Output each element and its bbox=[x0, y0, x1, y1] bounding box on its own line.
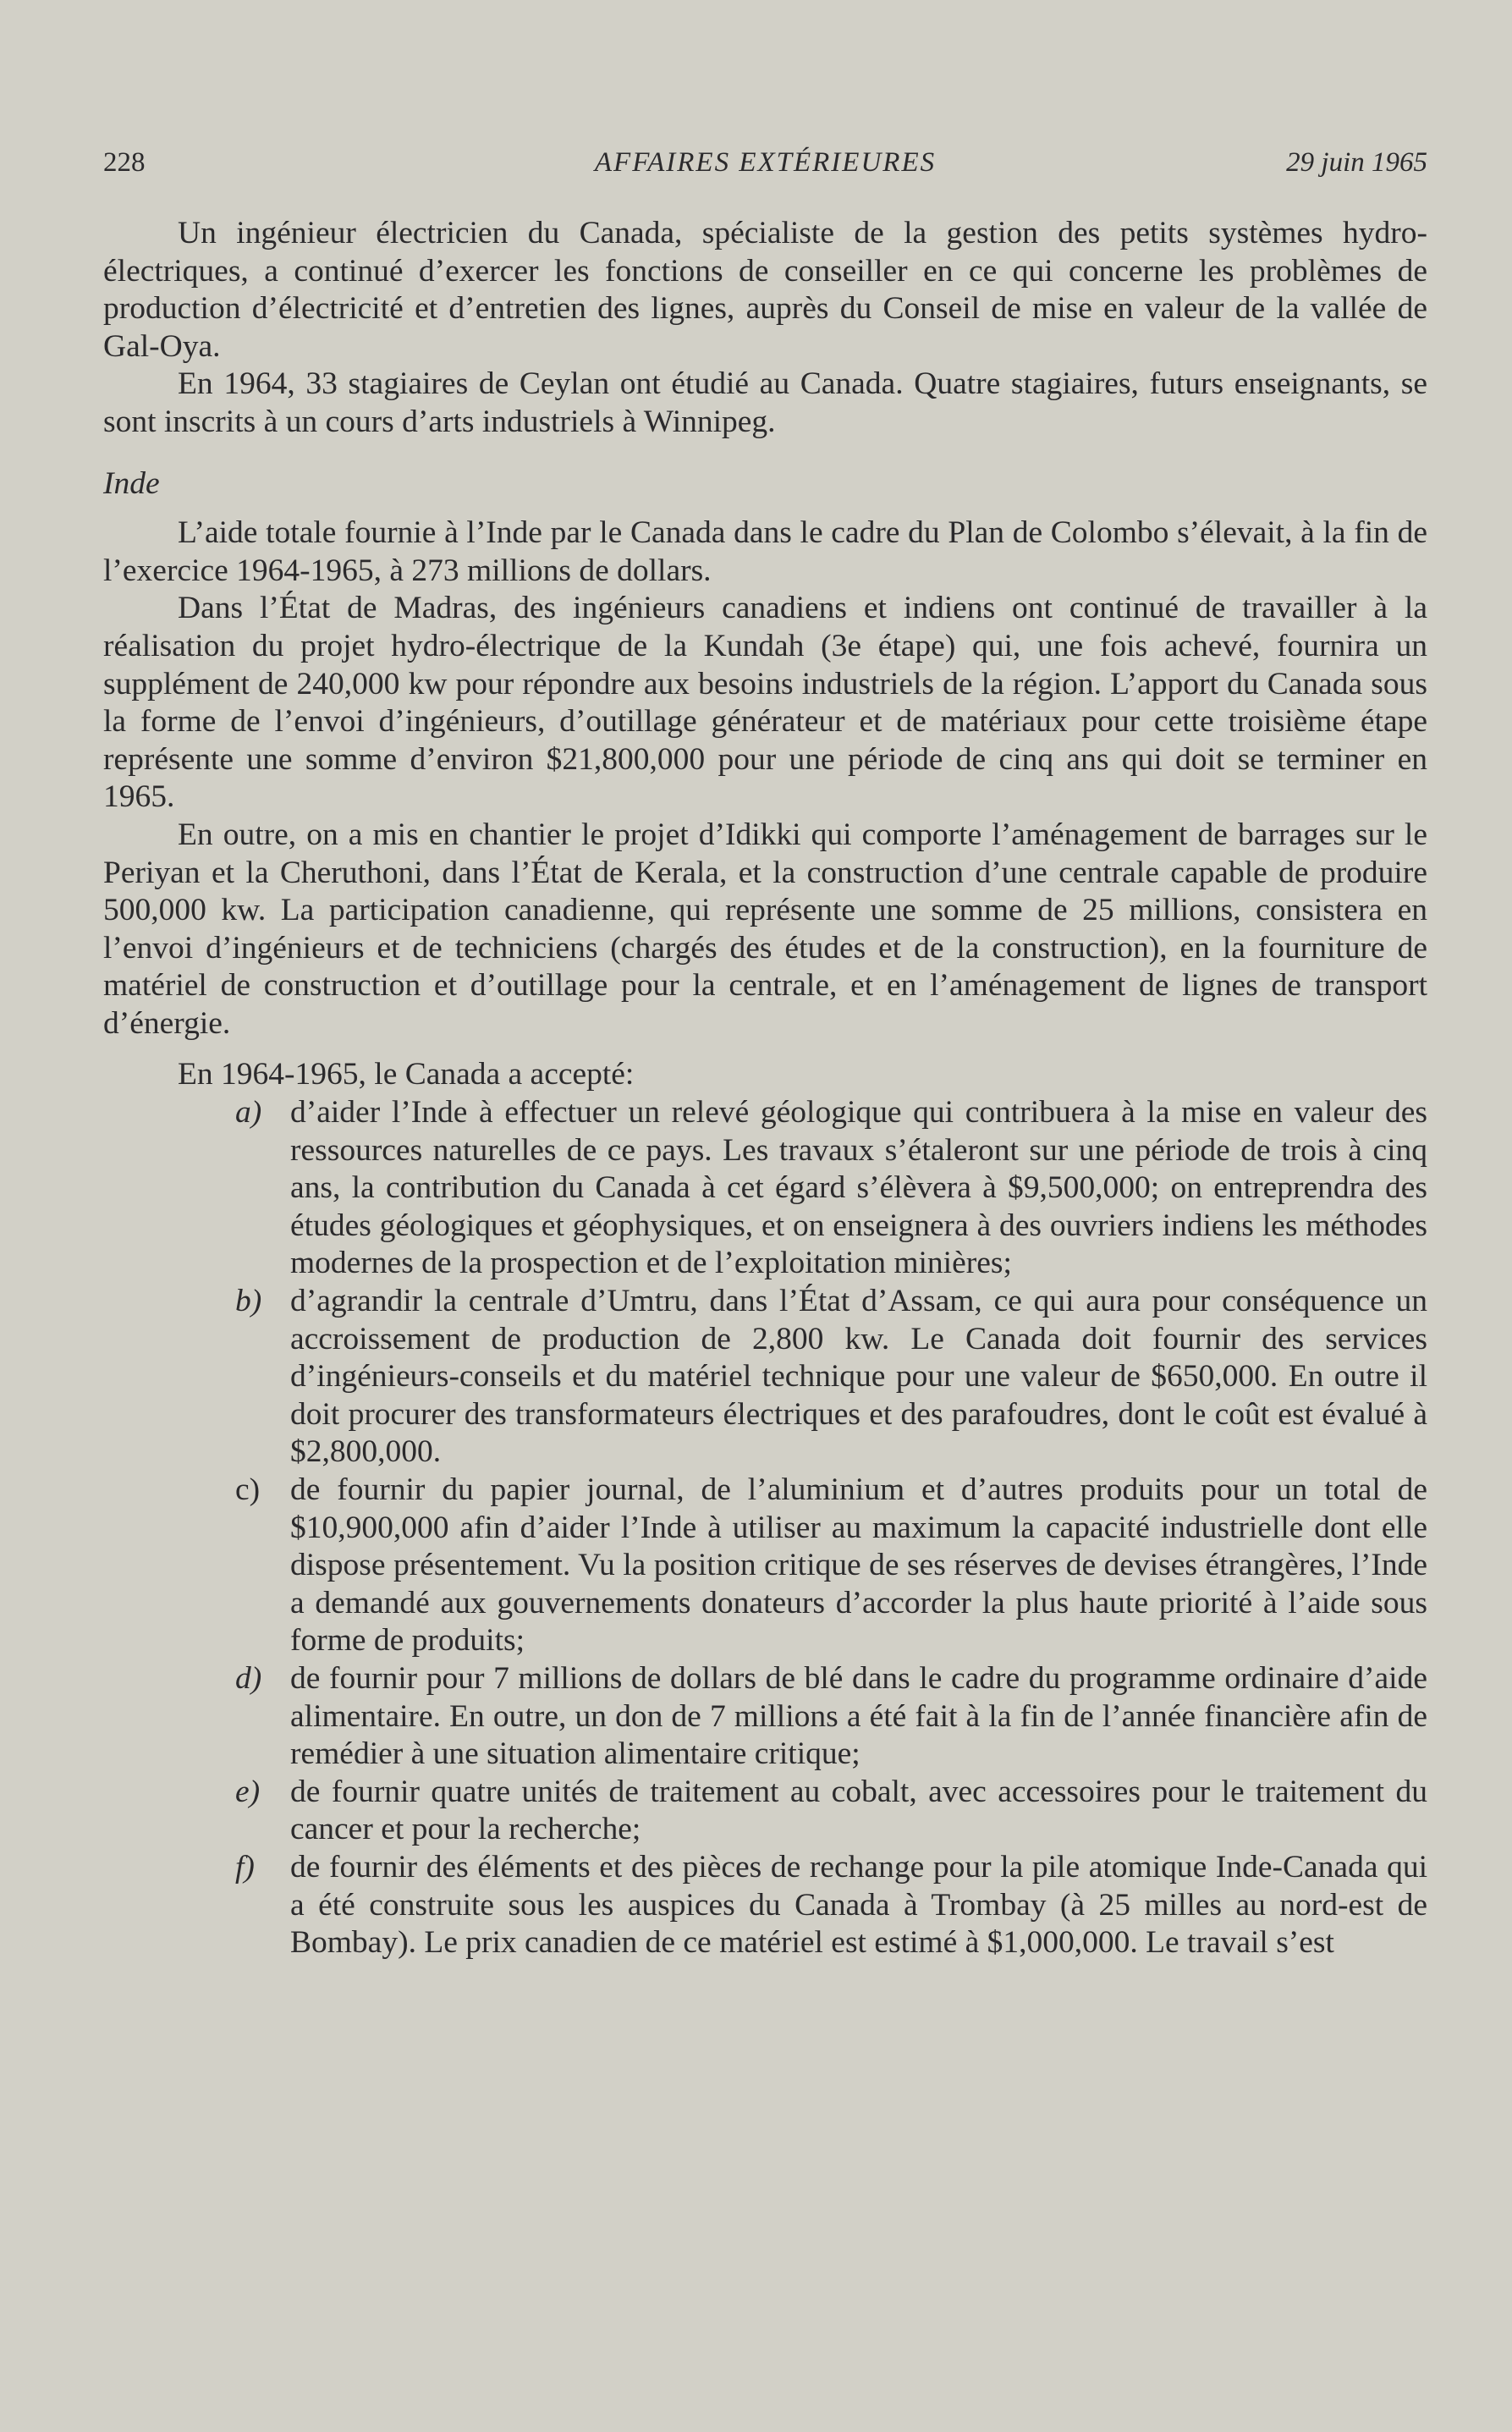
paragraph: Un ingénieur électricien du Canada, spécialiste de la gestion des petits systèmes hydro-électriques, a continué d’exercer les fonctions de conseiller en ce qui concerne les problèmes de production d’électricité et d’entretien des lignes, auprès du Conseil de mise en valeur de la vallée de Gal-Oya. bbox=[103, 216, 1427, 364]
list-item bbox=[103, 1774, 1427, 1849]
paragraph: En outre, on a mis en chantier le projet d’Idikki qui comporte l’aménagement de barrages sur le Periyan et la Cheruthoni, dans l’État de Kerala, et la construction d’une centrale capable de produire 500,000 kw. La participation canadienne, qui représente une somme de 25 millions, consistera en l’envoi d’ingénieurs et de techniciens (chargés des études et de la construction), en la fourniture de matériel de construction et d’outillage pour la centrale, et en l’aménagement de lignes de transport d’énergie. bbox=[103, 817, 1427, 1041]
list-item-text: de fournir pour 7 millions de dollars de blé dans le cadre du programme ordinaire d’aide alimentaire. En outre, un don de 7 millions a été fait à la fin de l’année financière afin de remédier à une situation alimentaire critique; bbox=[290, 1660, 1427, 1772]
body-text bbox=[103, 215, 1427, 1962]
list-item-text: d’aider l’Inde à effectuer un relevé géologique qui contribuera à la mise en valeur des ressources naturelles de ce pays. Les travaux s’étaleront sur une période de trois à cinq ans, la contribution du Canada à cet égard s’élèvera à $9,500,000; on entreprendra des études géologiques et géophysiques, et on enseignera à des ouvriers indiens les méthodes modernes de la prospection et de l’exploitation minières; bbox=[290, 1095, 1427, 1281]
list-marker: d) bbox=[235, 1660, 262, 1696]
list-marker: a) bbox=[235, 1095, 262, 1131]
list-marker: e) bbox=[235, 1774, 261, 1809]
list-item-text: de fournir des éléments et des pièces de rechange pour la pile atomique Inde-Canada qui a été construite sous les auspices du Canada à Trombay (à 25 milles au nord-est de Bombay). Le prix canadien de ce matériel est estimé à $1,000,000. Le travail s’est bbox=[290, 1849, 1427, 1961]
section-heading: Inde bbox=[103, 465, 160, 501]
running-header bbox=[103, 144, 1427, 181]
page-number: 228 bbox=[103, 147, 146, 178]
list-item-text: d’agrandir la centrale d’Umtru, dans l’État d’Assam, ce qui aura pour conséquence un accroissement de production de 2,800 kw. Le Canada doit fournir des services d’ingénieurs-conseils et du matériel technique pour une valeur de $650,000. En outre il doit procurer des transformateurs électriques et des parafoudres, dont le coût est évalué à $2,800,000. bbox=[290, 1284, 1427, 1470]
list-item bbox=[103, 1094, 1427, 1283]
header-date: 29 juin 1965 bbox=[1286, 147, 1427, 178]
list-intro: En 1964-1965, le Canada a accepté: bbox=[178, 1057, 635, 1092]
list-marker: b) bbox=[235, 1284, 262, 1319]
paragraph: Dans l’État de Madras, des ingénieurs canadiens et indiens ont continué de travailler à la réalisation du projet hydro-électrique de la Kundah (3e étape) qui, une fois achevé, fournira un supplément de 240,000 kw pour répondre aux besoins industriels de la région. L’apport du Canada sous la forme de l’envoi d’ingénieurs, d’outillage générateur et de matériaux pour cette troisième étape représente une somme d’environ $21,800,000 pour une période de cinq ans qui doit se terminer en 1965. bbox=[103, 591, 1427, 815]
list-item bbox=[103, 1849, 1427, 1962]
running-title: AFFAIRES EXTÉRIEURES bbox=[594, 147, 937, 178]
paragraph: En 1964, 33 stagiaires de Ceylan ont étudié au Canada. Quatre stagiaires, futurs enseignants, se sont inscrits à un cours d’arts industriels à Winnipeg. bbox=[103, 366, 1427, 439]
list-item-text: de fournir du papier journal, de l’aluminium et d’autres produits pour un total de $10,900,000 afin d’aider l’Inde à utiliser au maximum la capacité industrielle dont elle dispose présentement. Vu la position critique de ses réserves de devises étrangères, l’Inde a demandé aux gouvernements donateurs d’accorder la plus haute priorité à l’aide sous forme de produits; bbox=[290, 1472, 1427, 1659]
list-item bbox=[103, 1283, 1427, 1472]
list-marker: f) bbox=[235, 1849, 255, 1885]
list-item bbox=[103, 1472, 1427, 1660]
list-item-text: de fournir quatre unités de traitement au cobalt, avec accessoires pour le traitement du cancer et pour la recherche; bbox=[290, 1774, 1427, 1847]
list-item bbox=[103, 1660, 1427, 1774]
list-marker: c) bbox=[235, 1472, 261, 1507]
paragraph: L’aide totale fournie à l’Inde par le Canada dans le cadre du Plan de Colombo s’élevait, à la fin de l’exercice 1964-1965, à 273 millions de dollars. bbox=[103, 515, 1427, 588]
